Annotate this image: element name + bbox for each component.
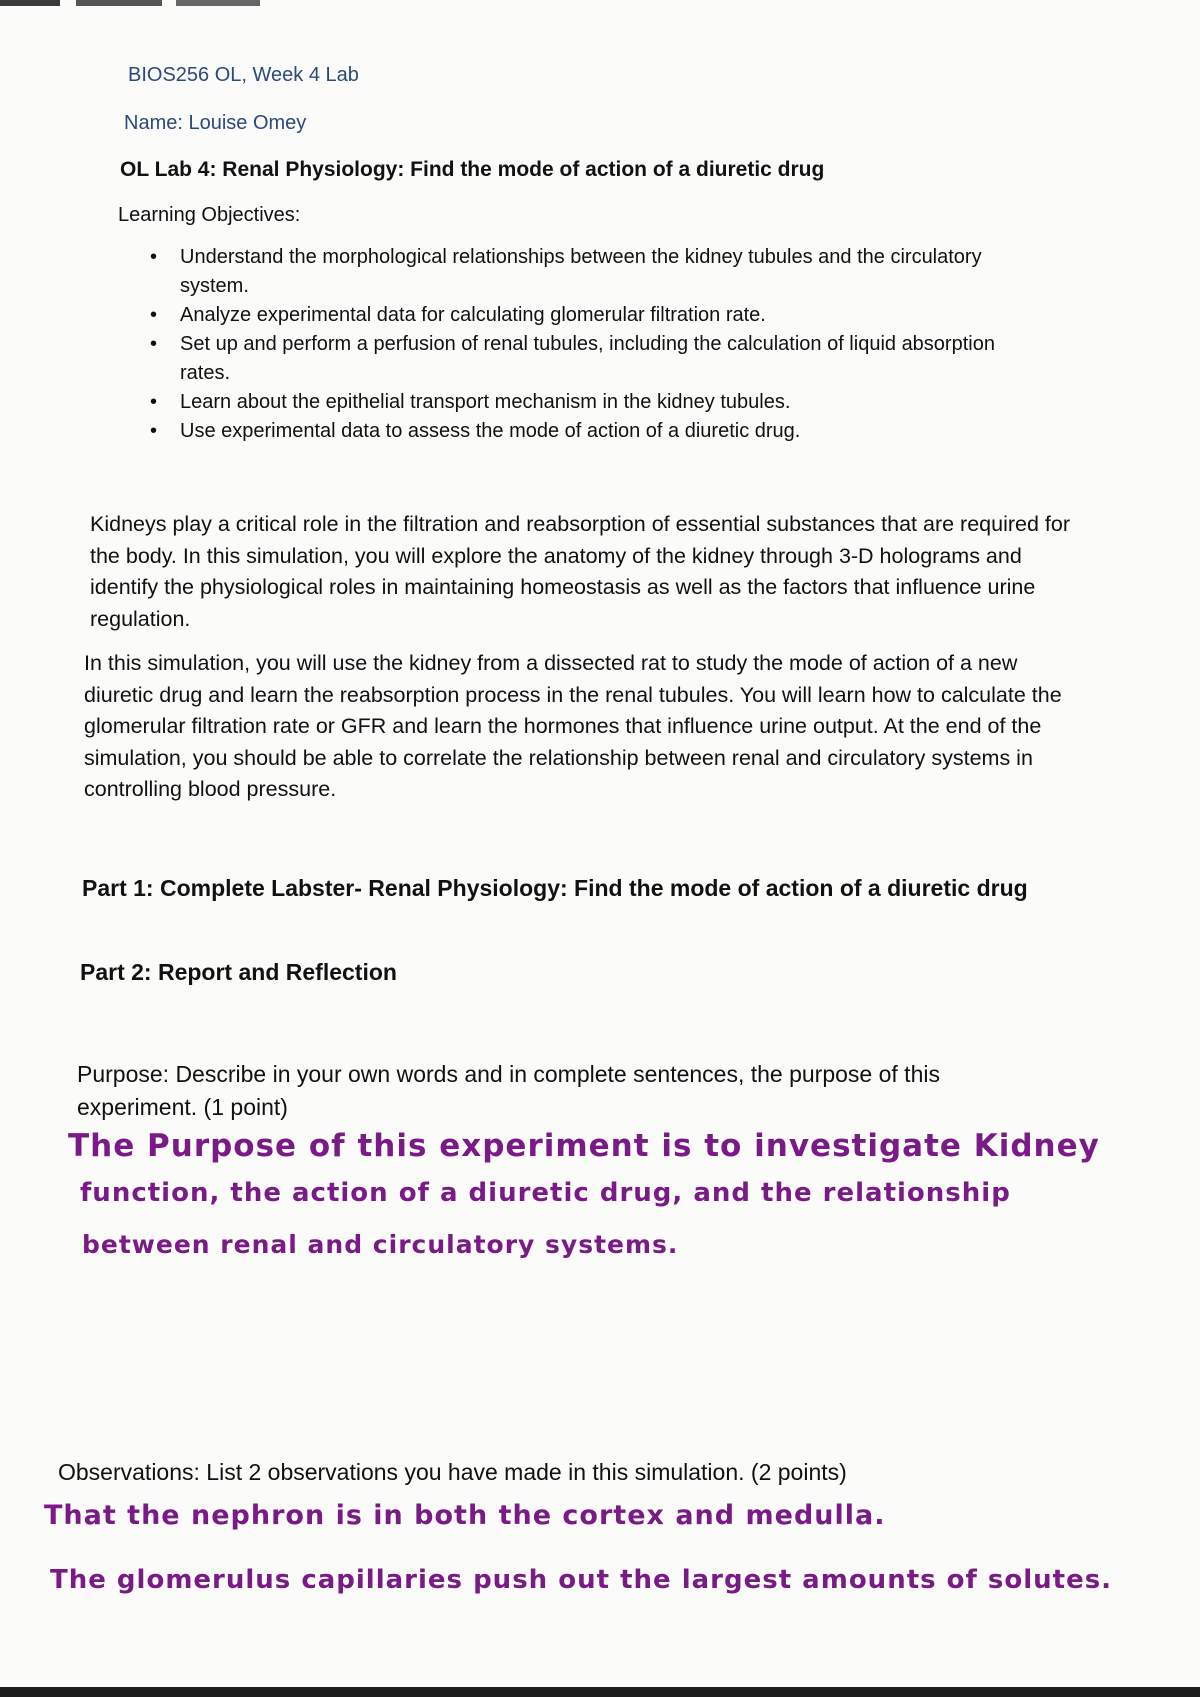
observations-question: Observations: List 2 observations you have made in this simulation. (2 points) xyxy=(58,1459,847,1485)
lab-title: OL Lab 4: Renal Physiology: Find the mode of action of a diuretic drug xyxy=(120,158,825,181)
objective-item: • Analyze experimental data for calculating glomerular filtration rate. xyxy=(130,301,1050,330)
course-header: BIOS256 OL, Week 4 Lab xyxy=(128,64,359,86)
learning-objectives-list xyxy=(130,243,1050,446)
purpose-answer-line: function, the action of a diuretic drug, and the relationship xyxy=(80,1178,1011,1208)
objective-item: • Use experimental data to assess the mode of action of a diuretic drug. xyxy=(130,417,1050,446)
student-name: Name: Louise Omey xyxy=(124,112,307,134)
observation-answer-line: That the nephron is in both the cortex and medulla. xyxy=(44,1500,886,1531)
intro-paragraph: In this simulation, you will use the kidney from a dissected rat to study the mode of action of a new diuretic drug and learn the reabsorption process in the renal tubules. You will learn how to calculate the glomerular filtration rate or GFR and learn the hormones that influence urine output. At the end of the simulation, you should be able to correlate the relationship between renal and circulatory systems in controlling blood pressure. xyxy=(84,651,1062,801)
objective-item: • Set up and perform a perfusion of renal tubules, including the calculation of liquid absorption rates. xyxy=(130,330,1050,388)
objective-item: • Learn about the epithelial transport mechanism in the kidney tubules. xyxy=(130,388,1050,417)
scan-edge-mark xyxy=(0,0,60,6)
purpose-question: Purpose: Describe in your own words and in complete sentences, the purpose of this experiment. (1 point) xyxy=(77,1061,940,1120)
objective-item: • Understand the morphological relationships between the kidney tubules and the circulatory system. xyxy=(130,243,1050,301)
observation-answer-line: The glomerulus capillaries push out the largest amounts of solutes. xyxy=(50,1565,1113,1595)
purpose-answer-line: between renal and circulatory systems. xyxy=(82,1230,679,1259)
part-1-heading: Part 1: Complete Labster- Renal Physiology: Find the mode of action of a diuretic drug xyxy=(82,875,1028,901)
scan-edge-mark xyxy=(176,0,260,6)
scan-edge-mark xyxy=(0,1687,1200,1697)
learning-objectives-heading: Learning Objectives: xyxy=(118,204,301,226)
intro-paragraph: Kidneys play a critical role in the filtration and reabsorption of essential substances that are required for the body. In this simulation, you will explore the anatomy of the kidney through 3-D holograms and identify the physiological roles in maintaining homeostasis as well as the factors that influence urine regulation. xyxy=(90,512,1070,631)
purpose-answer-line: The Purpose of this experiment is to investigate Kidney xyxy=(68,1128,1100,1164)
part-2-heading: Part 2: Report and Reflection xyxy=(80,959,397,985)
scan-edge-mark xyxy=(76,0,162,6)
